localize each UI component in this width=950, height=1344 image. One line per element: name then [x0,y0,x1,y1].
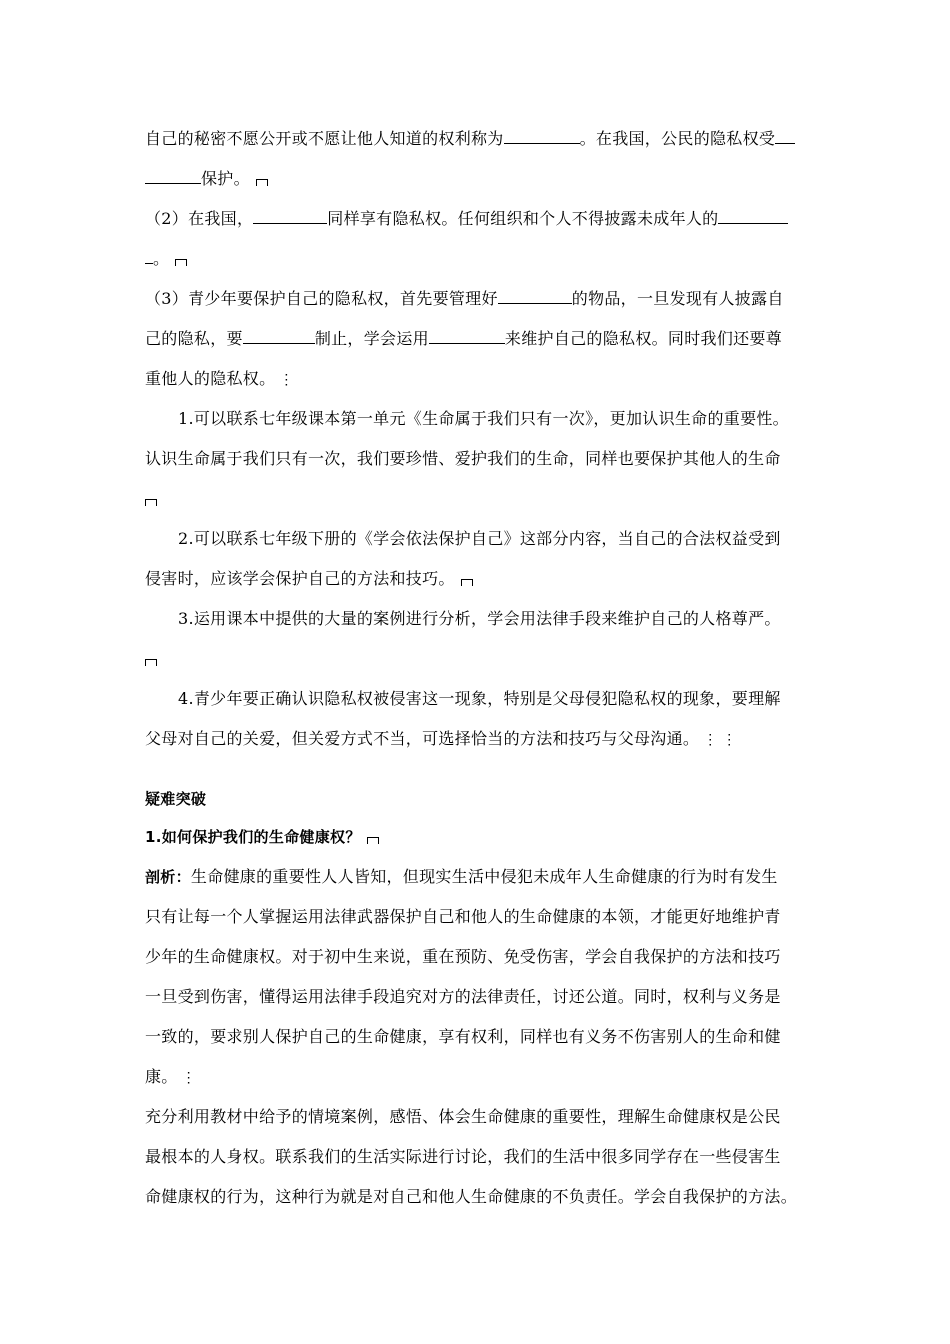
text: 自己的秘密不愿公开或不愿让他人知道的权利称为 [145,129,504,148]
analysis-line-5 [145,1026,781,1048]
analysis-line-1 [145,866,778,888]
tip-4-cont [145,728,737,751]
mark-line [145,648,157,670]
text: 。 [153,249,170,268]
tip-3 [178,608,781,630]
bracket-mark-icon [175,259,187,266]
text: 一致的，要求别人保护自己的生命健康，享有权利，同样也有义务不伤害别人的生命和健 [145,1027,781,1046]
text: （2）在我国， [145,209,254,228]
line-4 [145,248,187,270]
heading-text: 疑难突破 [145,790,207,808]
text: 1.可以联系七年级课本第一单元《生命属于我们只有一次》，更加认识生命的重要性。 [178,409,789,428]
fill-blank[interactable] [504,129,580,144]
section-heading [145,788,206,810]
bracket-mark-icon [256,179,268,186]
bracket-mark-icon [145,499,157,506]
line-2 [145,168,268,190]
fill-blank[interactable] [718,209,788,224]
bracket-mark-icon [367,837,379,844]
fill-blank[interactable] [145,249,153,264]
text: 己的隐私，要 [145,329,243,348]
text: 最根本的人身权。联系我们的生活实际进行讨论，我们的生活中很多同学存在一些侵害生 [145,1147,781,1166]
analysis-line-2 [145,906,781,928]
analysis-line-3 [145,946,781,968]
method-line-1 [145,1106,781,1128]
text: 4.青少年要正确认识隐私权被侵害这一现象，特别是父母侵犯隐私权的现象，要理解 [178,689,781,708]
ellipsis-mark: ⋮ [181,1070,196,1086]
fill-blank[interactable] [243,329,315,344]
text: 保护。 [201,169,250,188]
fill-blank[interactable] [253,209,327,224]
line-5 [145,288,784,310]
analysis-label: 剖析： [145,868,191,886]
text: 3.运用课本中提供的大量的案例进行分析，学会用法律手段来维护自己的人格尊严。 [178,609,781,628]
fill-blank[interactable] [145,169,201,184]
line-1 [145,128,795,150]
text: 重他人的隐私权。 [145,369,276,388]
tip-2 [178,528,781,550]
ellipsis-mark: ⋮ ⋮ [703,732,737,748]
method-line-2 [145,1146,781,1168]
text: 。在我国，公民的隐私权受 [579,129,776,148]
bracket-mark-icon [145,659,157,666]
text: 生命健康的重要性人人皆知，但现实生活中侵犯未成年人生命健康的行为时有发生 [190,867,778,886]
text: 少年的生命健康权。对于初中生来说，重在预防、免受伤害，学会自我保护的方法和技巧 [145,947,781,966]
text: 的物品，一旦发现有人披露自 [571,289,784,308]
line-7 [145,368,294,391]
method-line-3 [145,1186,797,1208]
question-title [145,826,379,848]
text: 制止，学会运用 [314,329,429,348]
tip-2-cont [145,568,473,590]
analysis-line-4 [145,986,781,1008]
text: 认识生命属于我们只有一次，我们要珍惜、爱护我们的生命，同样也要保护其他人的生命 [145,449,781,468]
line-3 [145,208,788,230]
text: 父母对自己的关爱，但关爱方式不当，可选择恰当的方法和技巧与父母沟通。 [145,729,700,748]
text: 只有让每一个人掌握运用法律武器保护自己和他人的生命健康的本领，才能更好地维护青 [145,907,781,926]
question-text: 1.如何保护我们的生命健康权？ [145,828,361,846]
fill-blank[interactable] [775,129,795,144]
analysis-line-6 [145,1066,196,1089]
tip-4 [178,688,781,710]
fill-blank[interactable] [498,289,572,304]
text: 2.可以联系七年级下册的《学会依法保护自己》这部分内容，当自己的合法权益受到 [178,529,781,548]
text: 来维护自己的隐私权。同时我们还要尊 [504,329,783,348]
tip-1 [178,408,789,430]
text: 同样享有隐私权。任何组织和个人不得披露未成年人的 [327,209,719,228]
fill-blank[interactable] [429,329,505,344]
text: 侵害时，应该学会保护自己的方法和技巧。 [145,569,455,588]
text: 命健康权的行为，这种行为就是对自己和他人生命健康的不负责任。学会自我保护的方法。 [145,1187,798,1206]
tip-1-cont [145,448,781,470]
text: 一旦受到伤害，懂得运用法律手段追究对方的法律责任，讨还公道。同时，权利与义务是 [145,987,781,1006]
text: 康。 [145,1067,178,1086]
ellipsis-mark: ⋮ [279,372,294,388]
text: 充分利用教材中给予的情境案例，感悟、体会生命健康的重要性，理解生命健康权是公民 [145,1107,781,1126]
line-6 [145,328,782,350]
mark-line [145,488,157,510]
text: （3）青少年要保护自己的隐私权，首先要管理好 [145,289,498,308]
bracket-mark-icon [461,579,473,586]
